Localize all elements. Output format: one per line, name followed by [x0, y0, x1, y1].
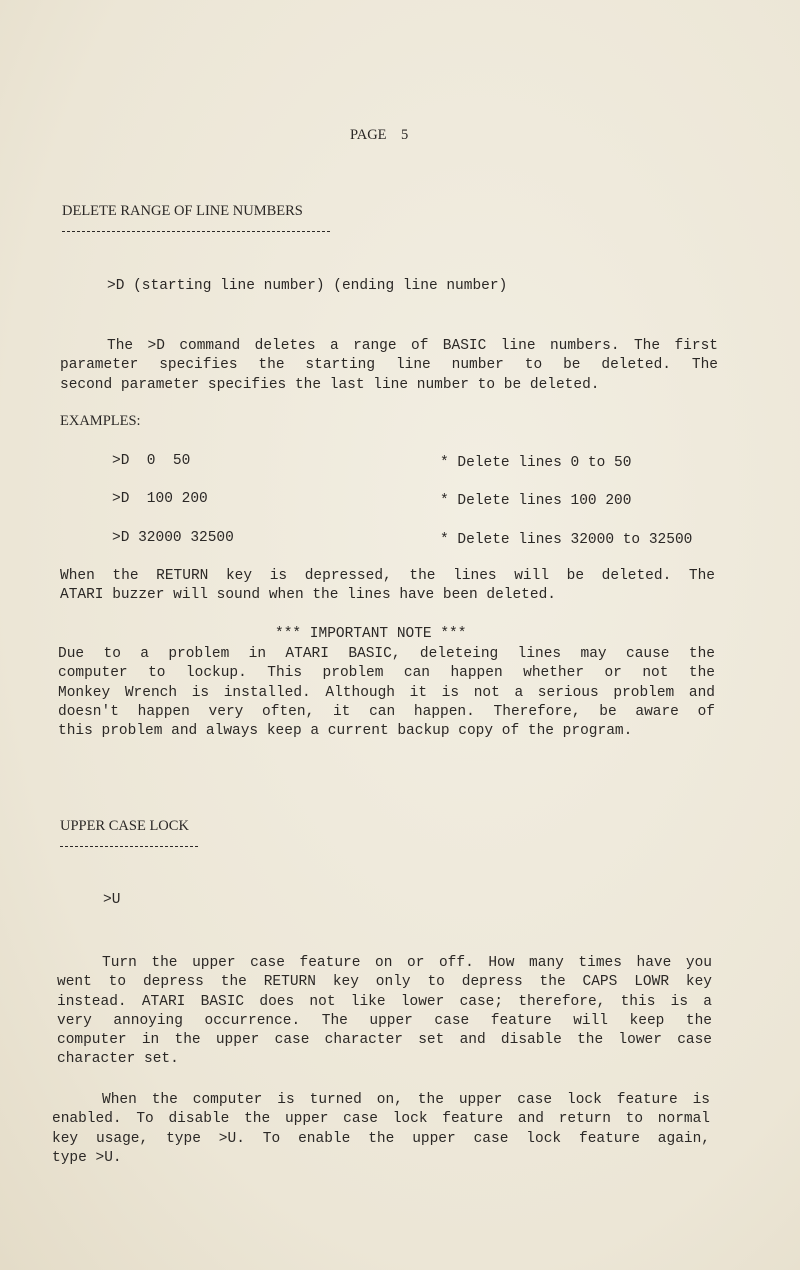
title-underline: [62, 231, 330, 232]
text-line: Due to a problem in ATARI BASIC, deleteing lines may cause the: [58, 646, 715, 662]
upper-case-default-state: [52, 1091, 710, 1168]
text-line: type >U.: [52, 1149, 122, 1166]
text-line: Turn the upper case feature on or off. How many times have you: [102, 955, 712, 971]
example-description: * Delete lines 32000 to 32500: [440, 532, 693, 548]
upper-case-syntax: >U: [103, 892, 121, 908]
example-command: >D 32000 32500: [112, 530, 234, 546]
delete-syntax: >D (starting line number) (ending line number): [107, 278, 508, 294]
text-line: Monkey Wrench is installed. Although it is not a serious problem and: [58, 684, 715, 701]
title-underline: [60, 846, 198, 847]
page-number: PAGE 5: [350, 127, 409, 143]
example-description: * Delete lines 100 200: [440, 493, 632, 509]
section-title-upper-case: UPPER CASE LOCK: [60, 818, 189, 834]
text-line: computer to lockup. This problem can happen whether or not the: [58, 665, 715, 682]
text-line: instead. ATARI BASIC does not like lower case; therefore, this is a: [57, 993, 712, 1010]
text-line: went to depress the RETURN key only to depress the CAPS LOWR key: [57, 974, 712, 991]
text-line: When the computer is turned on, the upper case lock feature is: [102, 1092, 710, 1108]
text-line: very annoying occurrence. The upper case feature will keep the: [57, 1012, 712, 1029]
text-line: character set.: [57, 1051, 179, 1068]
important-note-title: *** IMPORTANT NOTE ***: [275, 626, 467, 642]
text-line: enabled. To disable the upper case lock feature and return to normal: [52, 1111, 710, 1128]
upper-case-description: [57, 954, 712, 1070]
examples-label: EXAMPLES:: [60, 413, 141, 429]
example-description: * Delete lines 0 to 50: [440, 455, 632, 471]
text-line: The >D command deletes a range of BASIC line numbers. The first: [107, 338, 718, 354]
section-title-delete: DELETE RANGE OF LINE NUMBERS: [62, 203, 303, 219]
delete-description: [60, 337, 718, 395]
text-line: doesn't happen very often, it can happen. Therefore, be aware of: [58, 703, 715, 720]
text-line: key usage, type >U. To enable the upper case lock feature again,: [52, 1130, 710, 1147]
text-line: this problem and always keep a current backup copy of the program.: [58, 723, 633, 740]
important-note-body: [58, 645, 715, 741]
text-line: computer in the upper case character set and disable the lower case: [57, 1032, 712, 1049]
text-line: second parameter specifies the last line number to be deleted.: [60, 376, 600, 393]
text-line: ATARI buzzer will sound when the lines have been deleted.: [60, 587, 556, 604]
delete-result-text: [60, 567, 715, 606]
example-command: >D 0 50: [112, 453, 191, 469]
text-line: When the RETURN key is depressed, the lines will be deleted. The: [60, 568, 715, 584]
text-line: parameter specifies the starting line number to be deleted. The: [60, 357, 718, 374]
example-command: >D 100 200: [112, 491, 208, 507]
